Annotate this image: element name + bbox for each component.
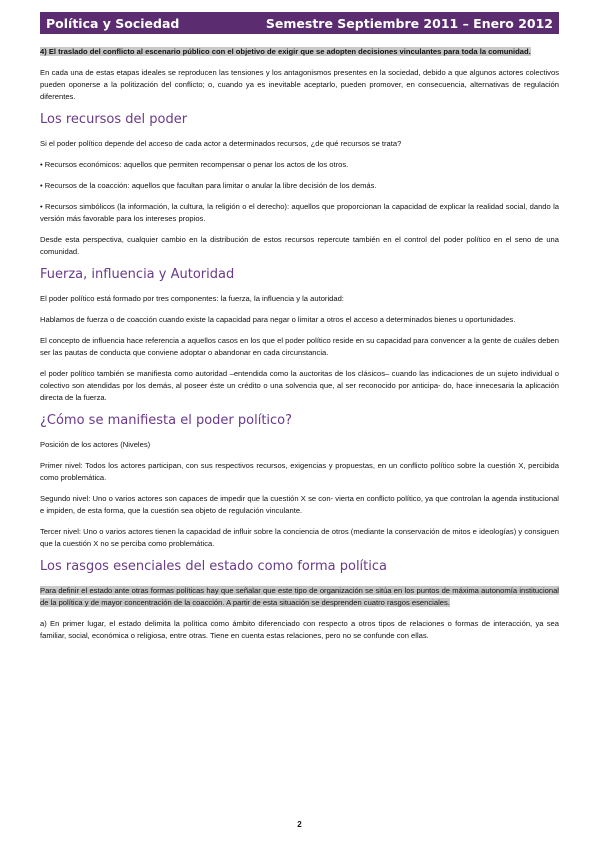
section-heading: Los recursos del poder	[40, 112, 188, 127]
paragraph: Primer nivel: Todos los actores participan, con sus respectivos recursos, exigencias y propuestas, en un conflicto político sobre la cuestión X, percibida como problemática.	[40, 461, 559, 482]
semester-label: Semestre Septiembre 2011 – Enero 2012	[265, 15, 553, 31]
paragraph	[40, 46, 559, 58]
paragraph: Posición de los actores (Niveles)	[40, 440, 151, 449]
paragraph: Desde esta perspectiva, cualquier cambio en la distribución de estos recursos repercute también en el control del poder político en el seno de una comunidad.	[40, 235, 559, 256]
paragraph: el poder político también se manifiesta como autoridad –entendida como la auctoritas de los clásicos– cuando las indicaciones de un sujeto individual o colectivo son atendidas por los demás, al poseer éste un crédito o una solvencia que, al ser reconocido por anticipa- do, hace innecesaria la aplicación directa de la fuerza.	[40, 369, 559, 402]
highlighted-text: 4) El traslado del conflicto al escenario público con el objetivo de exigir que se adopten decisiones vinculantes para toda la comunidad.	[40, 47, 531, 56]
document-body	[40, 46, 559, 651]
section-heading: Fuerza, influencia y Autoridad	[40, 267, 235, 282]
section-heading: ¿Cómo se manifiesta el poder político?	[40, 413, 293, 428]
paragraph: El poder político está formado por tres componentes: la fuerza, la influencia y la autoridad:	[40, 294, 344, 303]
paragraph: El concepto de influencia hace referencia a aquellos casos en los que el poder político reside en su capacidad para convencer a la gente de cuáles deben ser las pautas de conducta que conviene adoptar o abandonar en cada circunstancia.	[40, 336, 559, 357]
page-number: 2	[297, 820, 302, 829]
paragraph: Segundo nivel: Uno o varios actores son capaces de impedir que la cuestión X se con- vierta en conflicto político, ya que controlan la agenda institucional e impiden, de esta forma, que la cuestión sea objeto de regulación vinculante.	[40, 494, 559, 515]
paragraph: a) En primer lugar, el estado delimita la política como ámbito diferenciado con respecto a otros tipos de relaciones o formas de interacción, ya sea familiar, social, económica o religiosa, entre otras. Tiene en cuenta estas relaciones, pero no se confunde con ellas.	[40, 619, 559, 640]
page-header	[40, 12, 559, 34]
paragraph: En cada una de estas etapas ideales se reproducen las tensiones y los antagonismos presentes en la sociedad, debido a que algunos actores colectivos pueden oponerse a la politización del conflicto; o, cuando ya es inevitable aceptarlo, pueden promover, en consecuencia, alternativas de regulación diferentes.	[40, 68, 559, 101]
paragraph: Si el poder político depende del acceso de cada actor a determinados recursos, ¿de qué recursos se trata?	[40, 139, 402, 148]
course-title: Política y Sociedad	[46, 15, 180, 31]
paragraph: Tercer nivel: Uno o varios actores tienen la capacidad de influir sobre la conciencia de otros (mediante la conservación de mitos e ideologías) y consiguen que la cuestión X no se perciba como problemática.	[40, 527, 559, 548]
paragraph: Hablamos de fuerza o de coacción cuando existe la capacidad para negar o limitar a otros el acceso a determinados bienes u oportunidades.	[40, 315, 516, 324]
bullet-item: • Recursos simbólicos (la información, la cultura, la religión o el derecho): aquellos que proporcionan la capacidad de explicar la realidad social, dando la versión más favorable para los intereses propios.	[40, 202, 559, 223]
bullet-item: • Recursos de la coacción: aquellos que facultan para limitar o anular la libre decisión de los demás.	[40, 181, 377, 190]
highlighted-text: Para definir el estado ante otras formas políticas hay que señalar que este tipo de organización se sitúa en los puntos de máxima autonomía institucional de la política y de mayor concentración de la coacción. A partir de esta situación se desprenden cuatro rasgos esenciales.	[40, 586, 559, 607]
section-heading: Los rasgos esenciales del estado como forma política	[40, 559, 387, 574]
bullet-item: • Recursos económicos: aquellos que permiten recompensar o penar los actos de los otros.	[40, 160, 349, 169]
paragraph	[40, 585, 559, 609]
